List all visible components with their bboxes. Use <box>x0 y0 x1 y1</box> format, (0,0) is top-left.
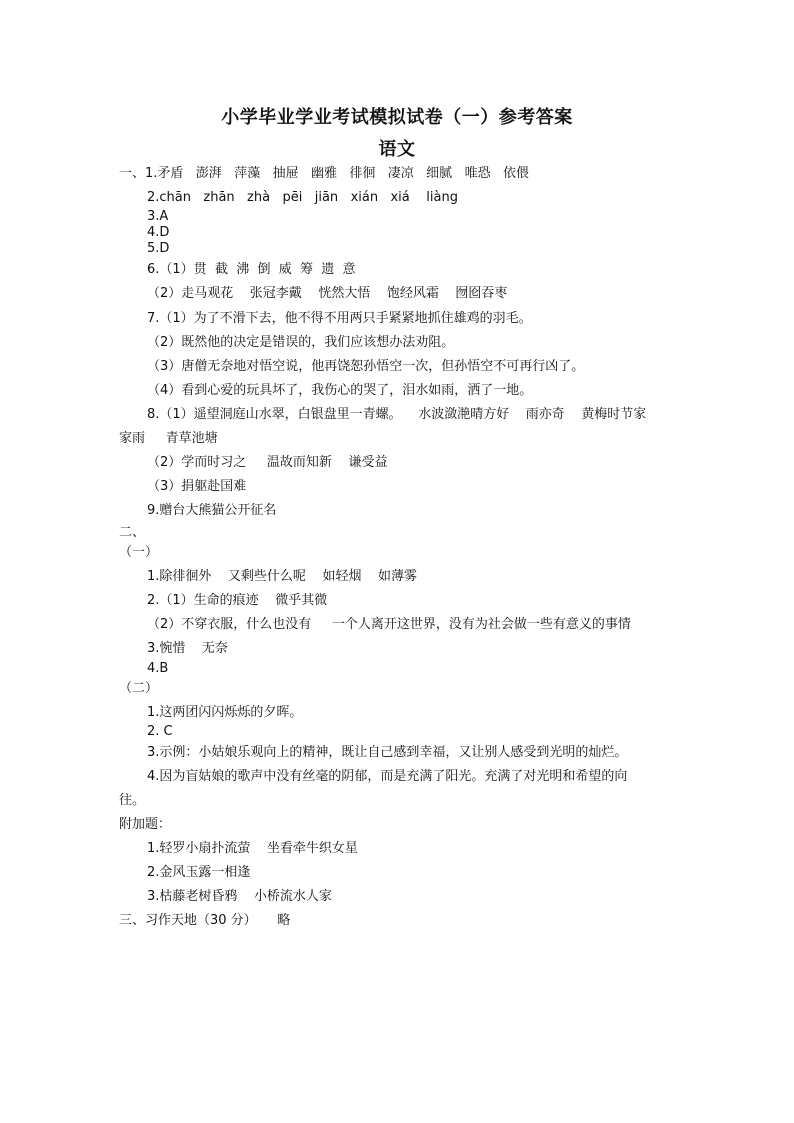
section2-part1-q3: 3.惋惜 无奈 <box>147 641 228 656</box>
section1-q1: 一、1.矛盾 澎湃 萍藻 抽屉 幽雅 徘徊 凄凉 细腻 唯恐 依偎 <box>119 166 529 181</box>
extra-q1: 1.轻罗小扇扑流萤 坐看牵牛织女星 <box>147 841 358 856</box>
extra-q2: 2.金风玉露一相逢 <box>147 865 251 880</box>
section2-part2-q2: 2. C <box>147 724 173 739</box>
section1-q7-2: （2）既然他的决定是错误的，我们应该想办法劝阻。 <box>147 335 455 350</box>
section1-q8-2: （2）学而时习之 温故而知新 谦受益 <box>147 455 388 470</box>
section2-part2-q1: 1.这两团闪闪烁烁的夕晖。 <box>147 705 303 720</box>
section2-part1-q2-1: 2.（1）生命的痕迹 微乎其微 <box>147 593 328 608</box>
section1-q7-1: 7.（1）为了不滑下去，他不得不用两只手紧紧地抓住雄鸡的羽毛。 <box>147 311 532 326</box>
section2-part1-q4: 4.B <box>147 661 169 676</box>
section1-q2: 2.chān zhān zhà pēi jiān xián xiá liàng <box>147 190 458 205</box>
extra-heading: 附加题： <box>119 817 172 832</box>
section2-part1-q2-2: （2）不穿衣服，什么也没有 一个人离开这世界，没有为社会做一些有意义的事情 <box>147 617 631 632</box>
section2-part2-q4a: 4.因为盲姑娘的歌声中没有丝毫的阴郁，而是充满了阳光。充满了对光明和希望的向 <box>147 769 628 784</box>
section2-part2-q3: 3.示例：小姑娘乐观向上的精神，既让自己感到幸福，又让别人感受到光明的灿烂。 <box>147 745 628 760</box>
section2-part2-heading: （二） <box>119 681 159 696</box>
section1-q8-1b: 家雨 青草池塘 <box>119 431 218 446</box>
document-title: 小学毕业学业考试模拟试卷（一）参考答案 <box>221 107 573 128</box>
section2-part1-q1: 1.除徘徊外 又剩些什么呢 如轻烟 如薄雾 <box>147 569 417 584</box>
section1-q8-3: （3）捐躯赴国难 <box>147 479 247 494</box>
section1-q6-2: （2）走马观花 张冠李戴 恍然大悟 饱经风霜 囫囵吞枣 <box>147 286 508 301</box>
section1-q9: 9.赠台大熊猫公开征名 <box>147 503 277 518</box>
extra-q3: 3.枯藤老树昏鸦 小桥流水人家 <box>147 889 332 904</box>
section1-q4: 4.D <box>147 225 170 240</box>
section1-q8-1a: 8.（1）遥望洞庭山水翠，白银盘里一青螺。 水波潋滟晴方好 雨亦奇 黄梅时节家 <box>147 407 647 422</box>
section1-q3: 3.A <box>147 209 169 224</box>
section1-q7-3: （3）唐僧无奈地对悟空说，他再饶恕孙悟空一次，但孙悟空不可再行凶了。 <box>147 359 585 374</box>
section1-q7-4: （4）看到心爱的玩具坏了，我伤心的哭了，泪水如雨，洒了一地。 <box>147 383 533 398</box>
section2-part2-q4b: 往。 <box>119 793 146 808</box>
section1-q5: 5.D <box>147 241 170 256</box>
section1-q6-1: 6.（1）贯 截 沸 倒 威 筹 遗 意 <box>147 262 356 277</box>
section2-heading: 二、 <box>119 525 146 540</box>
section3-writing: 三、习作天地（30 分） 略 <box>119 913 291 928</box>
section2-part1-heading: （一） <box>119 545 159 560</box>
subject-title: 语文 <box>378 139 416 160</box>
